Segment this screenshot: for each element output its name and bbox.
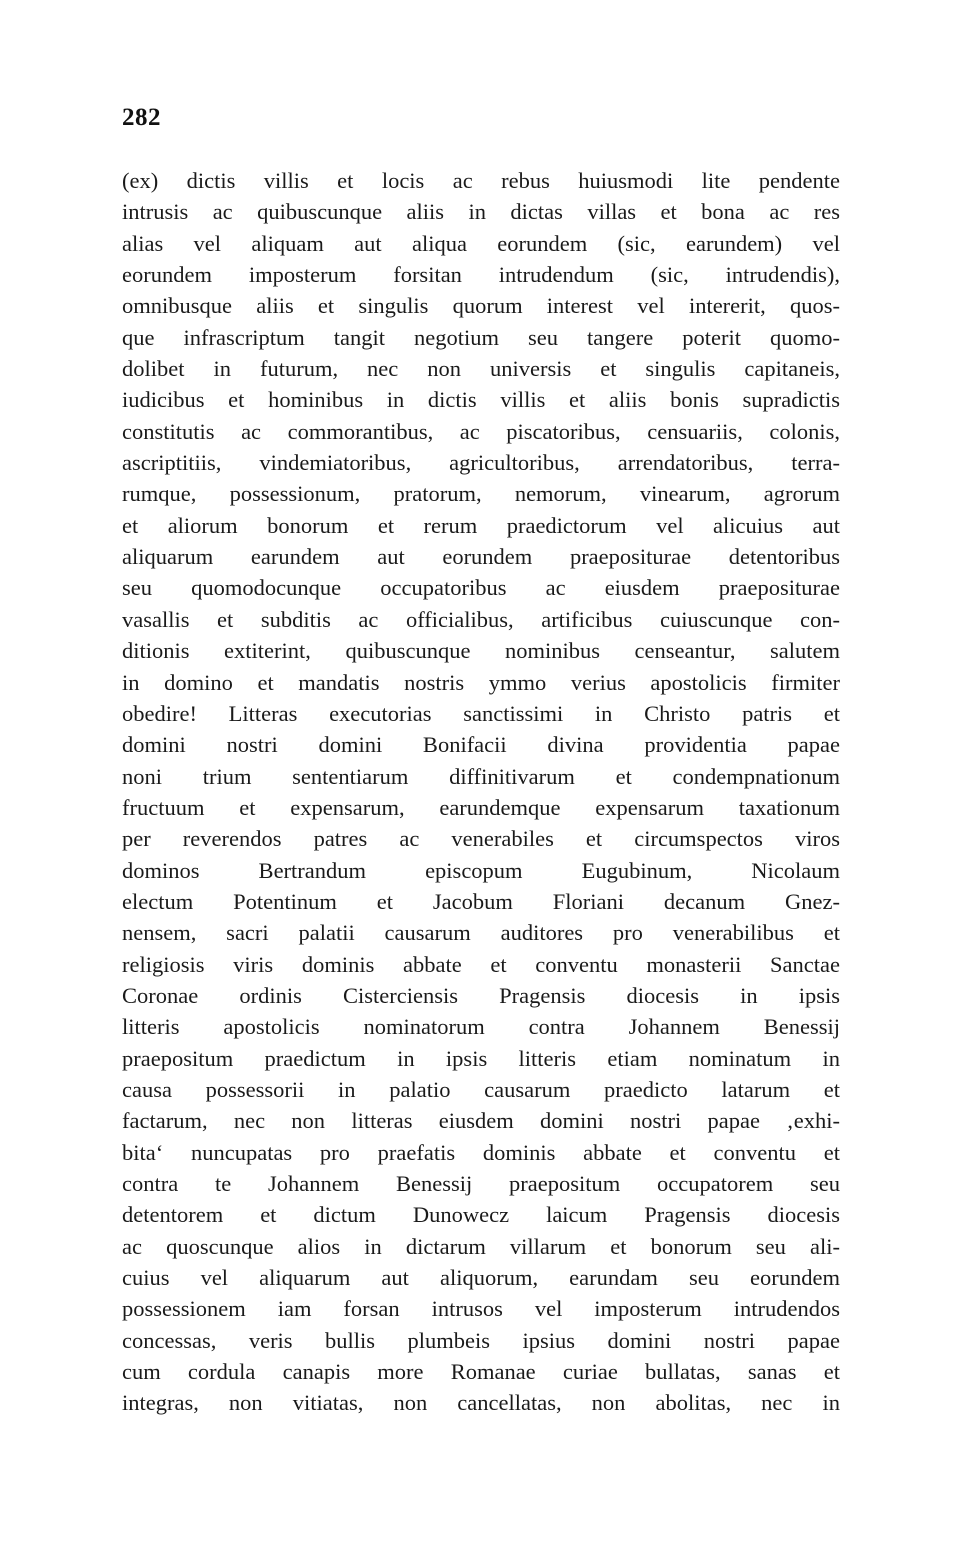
text-line: nensem, sacri palatii causarum auditores pro venerabilibus et [122,920,840,946]
text-line: integras, non vitiatas, non cancellatas, non abolitas, nec in [122,1390,840,1416]
text-line: Coronae ordinis Cisterciensis Pragensis diocesis in ipsis [122,982,840,1008]
text-line: alias vel aliquam aut aliqua eorundem (sic, earundem) vel [122,230,840,256]
text-line: obedire! Litteras executorias sanctissimi in Christo patris et [122,700,840,726]
text-line: detentorem et dictum Dunowecz laicum Pragensis diocesis [122,1202,840,1228]
text-line: electum Potentinum et Jacobum Floriani decanum Gnez- [122,888,840,914]
text-line: possessionem iam forsan intrusos vel imposterum intrudendos [122,1296,840,1322]
text-line: factarum, nec non litteras eiusdem domini nostri papae ‚exhi- [122,1108,840,1134]
text-line: ditionis extiterint, quibuscunque nominibus censeantur, salutem [122,638,840,664]
text-line: fructuum et expensarum, earundemque expensarum taxationum [122,794,840,820]
text-line: causa possessorii in palatio causarum praedicto latarum et [122,1076,840,1102]
text-line: et aliorum bonorum et rerum praedictorum vel alicuius aut [122,512,840,538]
text-line: contra te Johannem Benessij praepositum occupatorem seu [122,1171,840,1196]
text-line: litteris apostolicis nominatorum contra Johannem Benessij [122,1014,840,1040]
text-line: vasallis et subditis ac officialibus, artificibus cuiuscunque con- [122,606,840,632]
text-line: cum cordula canapis more Romanae curiae bullatas, sanas et [122,1359,840,1385]
page-number: 282 [122,104,161,131]
text-line: que infrascriptum tangit negotium seu tangere poterit quomo- [122,324,840,350]
text-line: religiosis viris dominis abbate et conventu monasterii Sanctae [122,951,840,977]
text-line: dominos Bertrandum episcopum Eugubinum, Nicolaum [122,857,840,883]
text-line: concessas, veris bullis plumbeis ipsius domini nostri papae [122,1327,840,1353]
text-line: dolibet in futurum, nec non universis et singulis capitaneis, [122,356,840,382]
text-line: omnibusque aliis et singulis quorum interest vel intererit, quos- [122,293,840,319]
text-line: per reverendos patres ac venerabiles et circumspectos viros [122,826,840,852]
text-line: aliquarum earundem aut eorundem praepositurae detentoribus [122,544,840,570]
text-line: domini nostri domini Bonifacii divina providentia papae [122,732,840,758]
text-line: cuius vel aliquarum aut aliquorum, earundam seu eorundem [122,1265,840,1291]
text-line: in domino et mandatis nostris ymmo verius apostolicis firmiter [122,669,840,695]
text-line: ascriptitiis, vindemiatoribus, agricultoribus, arrendatoribus, terra- [122,450,840,476]
text-line: rumque, possessionum, pratorum, nemorum, vinearum, agrorum [122,481,840,507]
text-line: intrusis ac quibuscunque aliis in dictas villas et bona ac res [122,199,840,225]
text-line: (ex) dictis villis et locis ac rebus huiusmodi lite pendente [122,168,840,193]
text-line: seu quomodocunque occupatoribus ac eiusdem praepositurae [122,575,840,601]
text-line: constitutis ac commorantibus, ac piscatoribus, censuariis, colonis, [122,418,840,444]
text-line: ac quoscunque alios in dictarum villarum et bonorum seu ali- [122,1233,840,1259]
text-line: praepositum praedictum in ipsis litteris etiam nominatum in [122,1045,840,1071]
text-line: bita‘ nuncupatas pro praefatis dominis abbate et conventu et [122,1139,840,1165]
text-line: iudicibus et hominibus in dictis villis et aliis bonis supradictis [122,387,840,413]
body-text [122,165,840,1419]
text-line: noni trium sententiarum diffinitivarum et condempnationum [122,763,840,789]
text-line: eorundem imposterum forsitan intrudendum (sic, intrudendis), [122,262,840,288]
